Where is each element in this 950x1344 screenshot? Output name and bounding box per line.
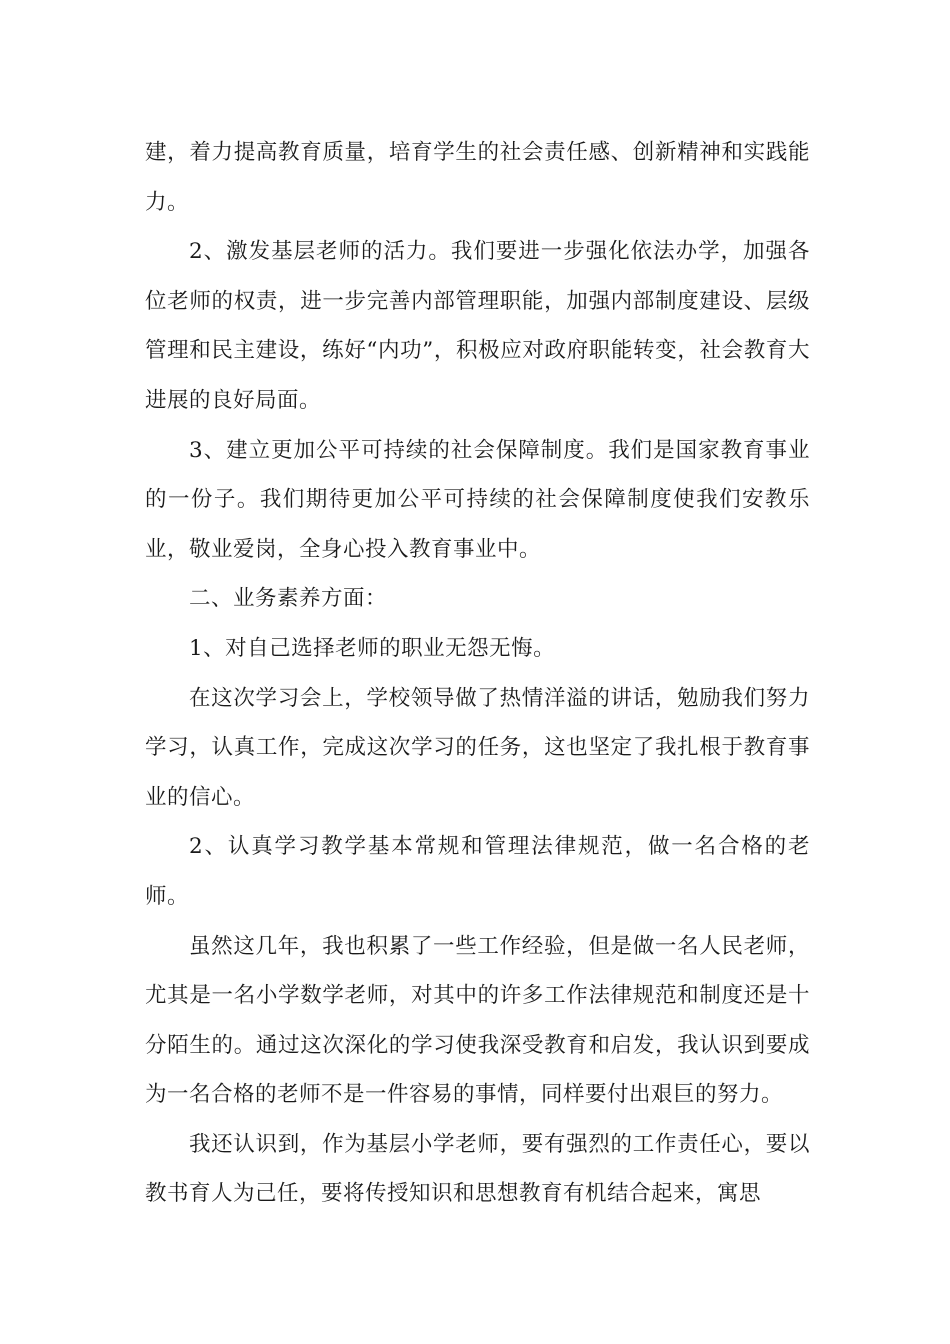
document-body xyxy=(145,128,810,1219)
paragraph-responsibility: 我还认识到，作为基层小学老师，要有强烈的工作责任心，要以教书育人为己任，要将传授知识和思想教育有机结合起来，寓思 xyxy=(145,1131,810,1207)
paragraph-no-regrets: 1、对自己选择老师的职业无怨无悔。 xyxy=(189,635,556,661)
paragraph-qualified-teacher: 2、认真学习教学基本常规和管理法律规范，做一名合格的老师。 xyxy=(145,834,810,909)
paragraph-social-security: 3、建立更加公平可持续的社会保障制度。我们是国家教育事业的一份子。我们期待更加公平可持续的社会保障制度使我们安教乐业，敬业爱岗，全身心投入教育事业中。 xyxy=(145,437,810,562)
paragraph-experience: 虽然这几年，我也积累了一些工作经验，但是做一名人民老师，尤其是一名小学数学老师，对其中的许多工作法律规范和制度还是十分陌生的。通过这次深化的学习使我深受教育和启发，我认识到要成为一名合格的老师不是一件容易的事情，同样要付出艰巨的努力。 xyxy=(145,933,810,1108)
paragraph-study-meeting: 在这次学习会上，学校领导做了热情洋溢的讲话，勉励我们努力学习，认真工作，完成这次学习的任务，这也坚定了我扎根于教育事业的信心。 xyxy=(145,685,810,810)
paragraph-continuation: 建，着力提高教育质量，培育学生的社会责任感、创新精神和实践能力。 xyxy=(145,140,810,215)
section-heading-professional-quality: 二、业务素养方面： xyxy=(189,586,388,612)
paragraph-teacher-vitality: 2、激发基层老师的活力。我们要进一步强化依法办学，加强各位老师的权责，进一步完善内部管理职能，加强内部制度建设、层级管理和民主建设，练好“内功”，积极应对政府职能转变，社会教育大进展的良好局面。 xyxy=(145,239,810,413)
